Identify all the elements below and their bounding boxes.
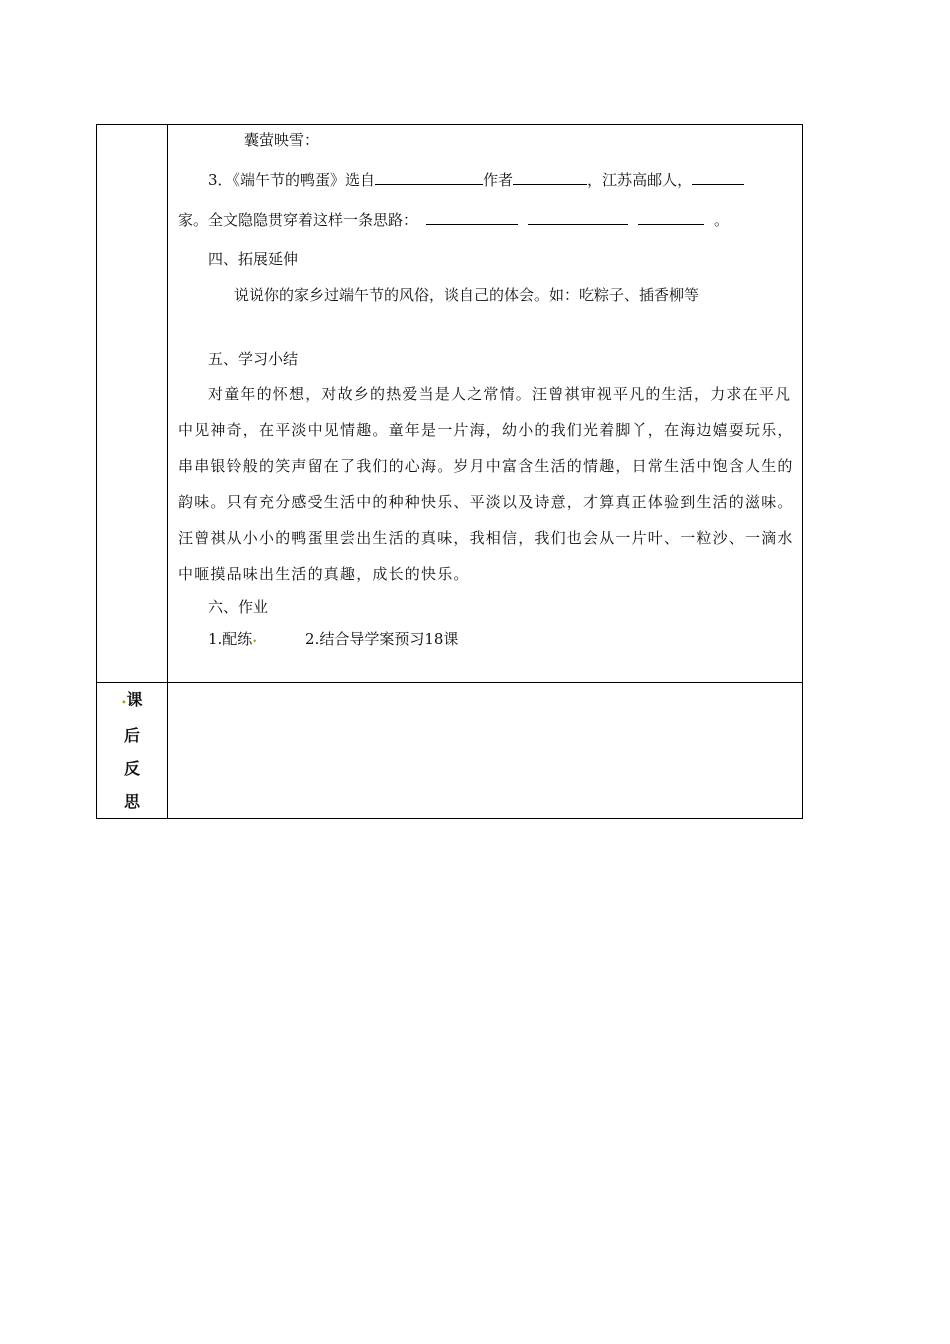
q3-text-c: ，江苏高邮人， [587,171,693,189]
section-4-text: 说说你的家乡过端午节的风俗，谈自己的体会。如：吃粽子、插香柳等 [234,286,700,304]
blank-profession[interactable] [692,170,744,185]
reflection-char-3: 反 [123,759,140,778]
content-cell [168,125,803,683]
homework-line [178,630,794,651]
decorative-dot: • [252,637,258,646]
blank-thread-2[interactable] [528,210,628,225]
reflection-label [97,683,167,818]
reflection-char-4: 思 [123,792,140,811]
reflection-char-1: •课 [121,690,143,709]
homework-1: 1.配练 [208,630,253,648]
reflection-char-2: 后 [123,726,140,745]
label-cell-empty [97,125,168,683]
q3-text-d: 家。全文隐隐贯穿着这样一条思路： [178,211,419,229]
homework-2: 2.结合导学案预习18课 [305,630,459,648]
section-5-paragraph: 对童年的怀想，对故乡的热爱当是人之常情。汪曾祺审视平凡的生活，力求在平凡中见神奇，在平淡中见情趣。童年是一片海，幼小的我们光着脚丫，在海边嬉耍玩乐，串串银铃般的笑声留在了我们的心海。岁月中富含生活的情趣，日常生活中饱含人生的韵味。只有充分感受生活中的种种快乐、平淡以及诗意，才算真正体验到生活的滋味。汪曾祺从小小的鸭蛋里尝出生活的真味，我相信，我们也会从一片叶、一粒沙、一滴水中咂摸品味出生活的真趣，成长的快乐。 [178,385,794,583]
reflection-content-cell[interactable] [168,683,803,819]
q3-text-a: 3．《端午节的鸭蛋》选自 [208,171,376,189]
blank-thread-3[interactable] [638,210,704,225]
lesson-table [96,124,803,819]
reflection-label-cell [97,683,168,819]
blank-thread-1[interactable] [426,210,518,225]
question-3-line [178,170,794,190]
blank-author[interactable] [513,170,587,185]
idiom-line: 囊萤映雪： [244,131,320,149]
q3-text-b: 作者 [483,171,514,189]
q3-end: 。 [714,211,730,229]
decorative-dot: • [121,698,127,707]
section-4-title: 四、拓展延伸 [208,250,299,268]
question-3-line-2 [178,210,794,230]
section-6-title: 六、作业 [208,598,269,616]
blank-source[interactable] [375,170,483,185]
section-5-title: 五、学习小结 [208,350,299,368]
